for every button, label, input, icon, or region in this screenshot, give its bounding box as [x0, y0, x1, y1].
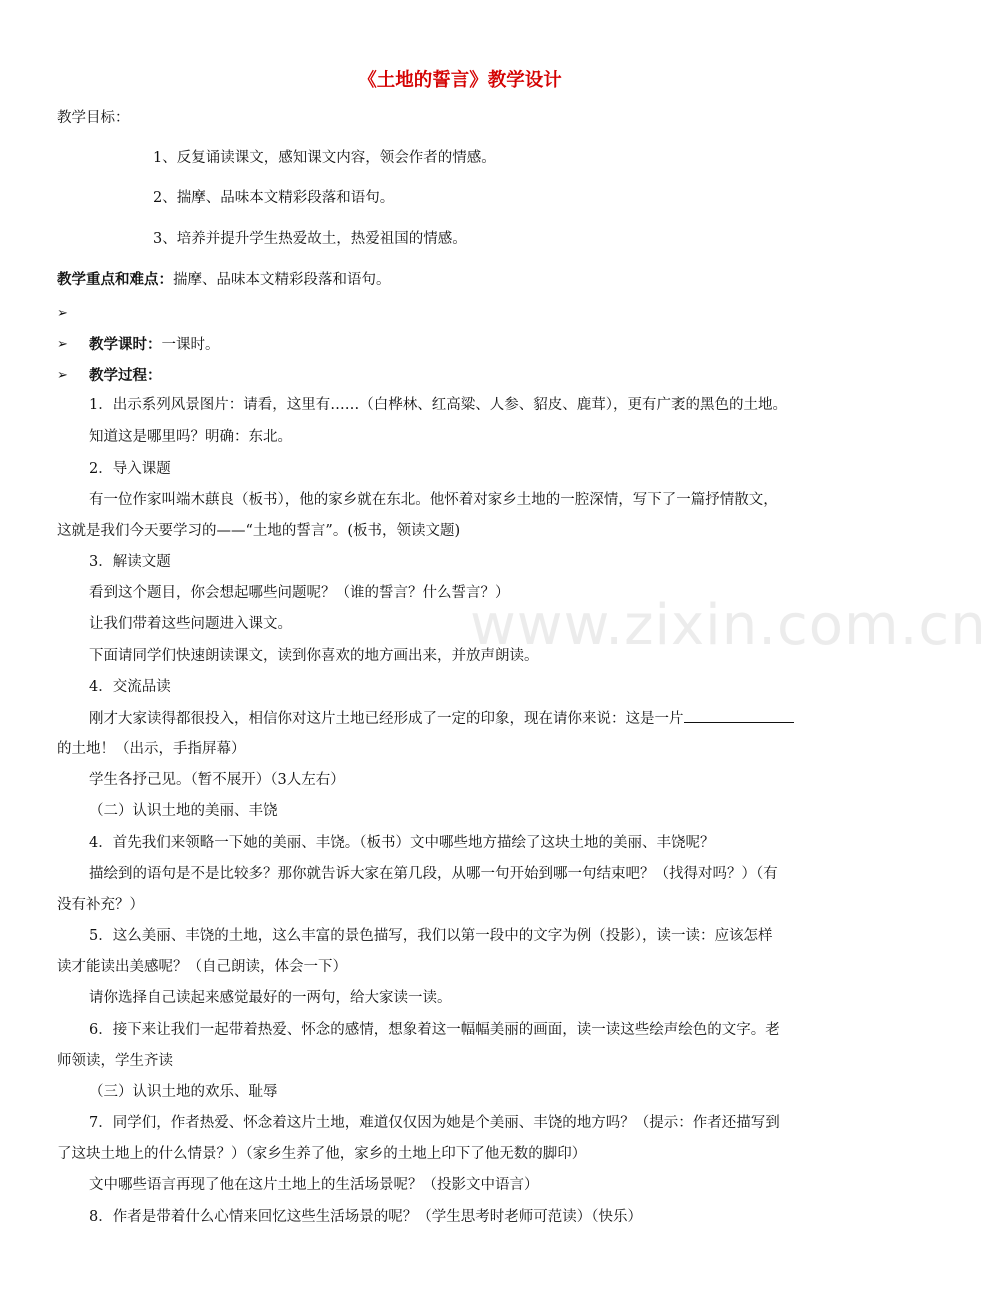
- body-line: 没有补充？）: [57, 897, 144, 913]
- subsection-heading: （三）认识土地的欢乐、耻辱: [89, 1084, 278, 1100]
- class-hours-text: 一课时。: [161, 337, 220, 353]
- body-line: 文中哪些语言再现了他在这片土地上的生活场景呢？（投影文中语言）: [89, 1177, 539, 1193]
- bullet-arrow-icon: ➢: [57, 306, 68, 321]
- body-line: 读才能读出美感呢？（自己朗读，体会一下）: [57, 959, 347, 975]
- objectives-label: 教学目标：: [57, 110, 130, 126]
- objective-item: 2、揣摩、品味本文精彩段落和语句。: [153, 190, 395, 206]
- body-line: 知道这是哪里吗？明确：东北。: [89, 429, 292, 445]
- body-line: 8．作者是带着什么心情来回忆这些生活场景的呢？（学生思考时老师可范读）（快乐）: [89, 1209, 642, 1225]
- body-line: 描绘到的语句是不是比较多？那你就告诉大家在第几段，从哪一句开始到哪一句结束吧？（找得对吗？）（有: [89, 866, 778, 882]
- process-label: 教学过程：: [89, 367, 162, 384]
- subsection-heading: （二）认识土地的美丽、丰饶: [89, 803, 278, 819]
- body-line: 5．这么美丽、丰饶的土地，这么丰富的景色描写，我们以第一段中的文字为例（投影），读一读：应该怎样: [89, 928, 773, 944]
- key-points-text: 揣摩、品味本文精彩段落和语句。: [173, 272, 391, 288]
- section-heading: 3．解读文题: [89, 554, 171, 570]
- body-line: 1．出示系列风景图片：请看，这里有……（白桦林、红高粱、人参、貂皮、鹿茸），更有广袤的黑色的土地。: [89, 397, 787, 413]
- document-title: 《土地的誓言》教学设计: [358, 70, 562, 91]
- body-line: 这就是我们今天要学习的——“土地的誓言”。(板书，领读文题): [57, 523, 461, 539]
- section-heading: 4．交流品读: [89, 679, 171, 695]
- key-points-label: 教学重点和难点：: [57, 271, 173, 288]
- body-line: 7．同学们，作者热爱、怀念着这片土地，难道仅仅因为她是个美丽、丰饶的地方吗？（提示：作者还描写到: [89, 1115, 780, 1131]
- body-line: 有一位作家叫端木蕻良（板书），他的家乡就在东北。他怀着对家乡土地的一腔深情，写下了一篇抒情散文，: [89, 492, 778, 508]
- body-line: 请你选择自己读起来感觉最好的一两句，给大家读一读。: [89, 990, 452, 1006]
- body-line: 6．接下来让我们一起带着热爱、怀念的感情，想象着这一幅幅美丽的画面，读一读这些绘声绘色的文字。老: [89, 1022, 780, 1038]
- body-line: 4．首先我们来领略一下她的美丽、丰饶。（板书）文中哪些地方描绘了这块土地的美丽、丰饶呢？: [89, 835, 715, 851]
- objective-item: 3、培养并提升学生热爱故土，热爱祖国的情感。: [153, 231, 467, 247]
- body-line: 看到这个题目，你会想起哪些问题呢？（谁的誓言？什么誓言？）: [89, 585, 510, 601]
- body-line: 让我们带着这些问题进入课文。: [89, 616, 292, 632]
- body-line-with-blank: [89, 708, 794, 729]
- key-points: [57, 270, 391, 290]
- fill-in-blank: [684, 708, 794, 723]
- body-line: 师领读，学生齐读: [57, 1053, 173, 1069]
- section-heading: 2．导入课题: [89, 461, 171, 477]
- body-line: 下面请同学们快速朗读课文，读到你喜欢的地方画出来，并放声朗读。: [89, 648, 539, 664]
- body-line: 学生各抒己见。（暂不展开）（3人左右）: [89, 772, 345, 788]
- objective-item: 1、反复诵读课文，感知课文内容，领会作者的情感。: [153, 150, 496, 166]
- body-line-text: 刚才大家读得都很投入，相信你对这片土地已经形成了一定的印象，现在请你来说：这是一片: [89, 711, 684, 727]
- watermark: www.zixin.com.cn: [470, 593, 987, 658]
- bullet-arrow-icon: ➢: [57, 368, 68, 383]
- bullet-arrow-icon: ➢: [57, 337, 68, 352]
- class-hours-label: 教学课时：: [89, 336, 162, 353]
- class-hours: [89, 335, 220, 355]
- body-line: 的土地！（出示，手指屏幕）: [57, 741, 246, 757]
- body-line: 了这块土地上的什么情景？）（家乡生养了他，家乡的土地上印下了他无数的脚印）: [57, 1146, 587, 1162]
